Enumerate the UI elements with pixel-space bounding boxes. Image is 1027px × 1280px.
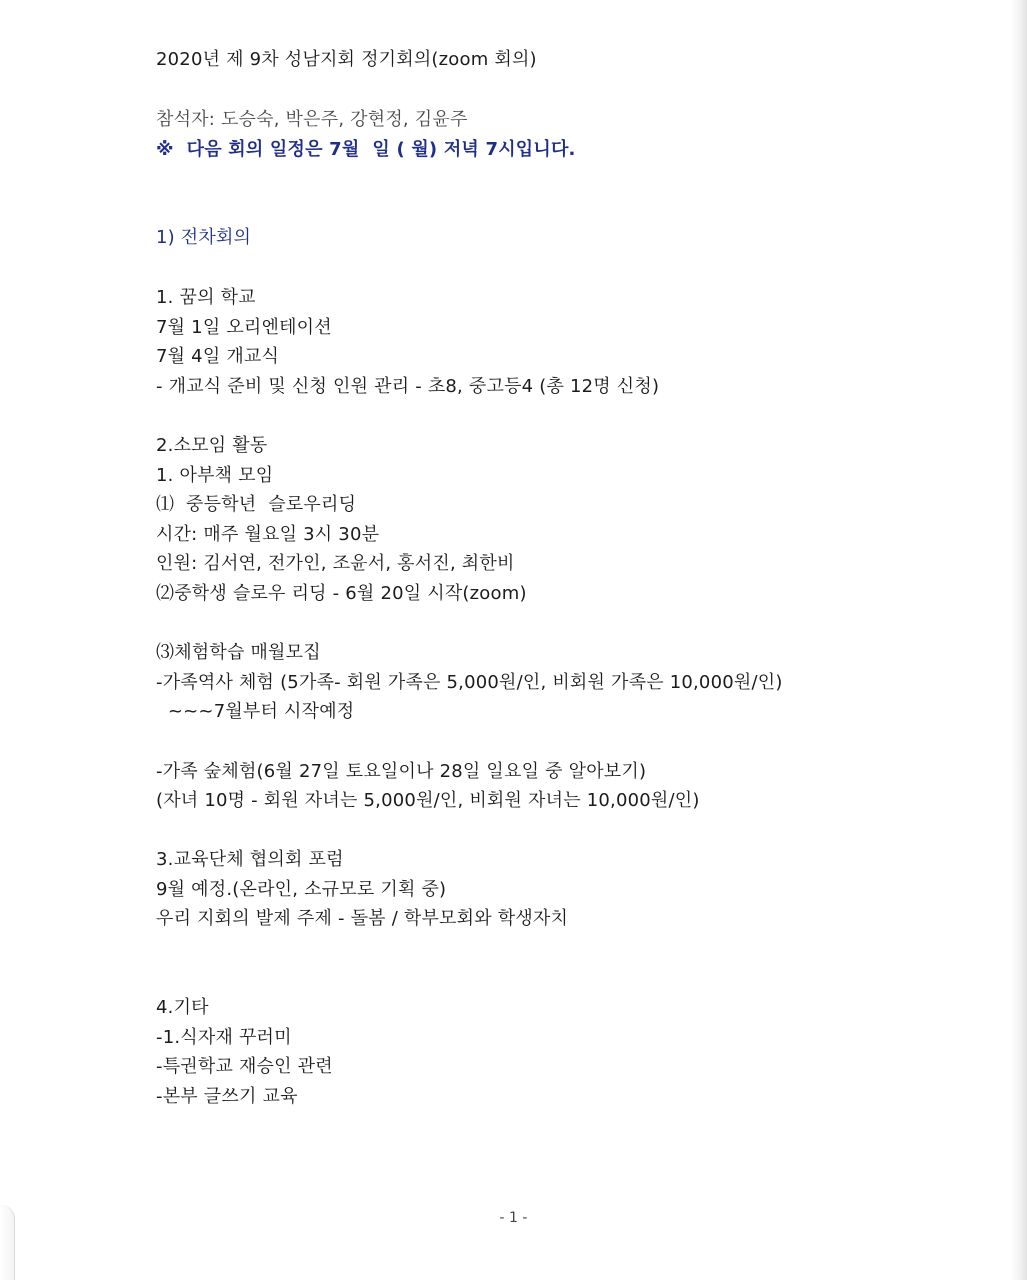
attendees-line: 참석자: 도승숙, 박은주, 강현정, 김윤주 xyxy=(156,109,468,130)
dream-school-line: 7월 4일 개교식 xyxy=(156,346,280,367)
forest-line: (자녀 10명 - 회원 자녀는 5,000원/인, 비회원 자녀는 10,000원/인) xyxy=(156,790,700,811)
forum-line: 9월 예정.(온라인, 소규모로 기획 중) xyxy=(156,879,447,900)
section-heading: 1) 전차회의 xyxy=(156,227,252,248)
page-number: - 1 - xyxy=(499,1210,528,1226)
next-meeting-notice: ※ 다음 회의 일정은 7월 일 ( 월) 저녁 7시입니다. xyxy=(156,139,576,160)
forest-line: -가족 숲체험(6월 27일 토요일이나 28일 일요일 중 알아보기) xyxy=(156,761,647,782)
other-line: -본부 글쓰기 교육 xyxy=(156,1086,298,1107)
small-groups-line: 인원: 김서연, 전가인, 조윤서, 홍서진, 최한비 xyxy=(156,553,515,574)
dream-school-line: 7월 1일 오리엔테이션 xyxy=(156,317,332,338)
forum-heading: 3.교육단체 협의회 포럼 xyxy=(156,849,344,870)
forum-line: 우리 지회의 발제 주제 - 돌봄 / 학부모회와 학생자치 xyxy=(156,908,569,929)
other-heading: 4.기타 xyxy=(156,997,209,1018)
other-line: -특권학교 재승인 관련 xyxy=(156,1056,333,1077)
experience-line: ⑶체험학습 매월모집 xyxy=(156,642,321,663)
small-groups-line: 1. 아부책 모임 xyxy=(156,465,274,486)
document-title: 2020년 제 9차 성남지회 정기회의(zoom 회의) xyxy=(156,49,537,70)
page-curl xyxy=(0,1205,15,1280)
dream-school-line: - 개교식 준비 및 신청 인원 관리 - 초8, 중고등4 (총 12명 신청) xyxy=(156,376,660,397)
dream-school-heading: 1. 꿈의 학교 xyxy=(156,287,256,308)
small-groups-line: ⑵중학생 슬로우 리딩 - 6월 20일 시작(zoom) xyxy=(156,583,527,604)
other-line: -1.식자재 꾸러미 xyxy=(156,1027,292,1048)
small-groups-line: ⑴ 중등학년 슬로우리딩 xyxy=(156,494,357,515)
small-groups-heading: 2.소모임 활동 xyxy=(156,435,268,456)
small-groups-line: 시간: 매주 월요일 3시 30분 xyxy=(156,524,380,545)
experience-line: -가족역사 체험 (5가족- 회원 가족은 5,000원/인, 비회원 가족은 10,000원/인) xyxy=(156,672,783,693)
page-edge-shadow xyxy=(1011,0,1027,1280)
experience-line: ~~~7월부터 시작예정 xyxy=(156,701,355,722)
